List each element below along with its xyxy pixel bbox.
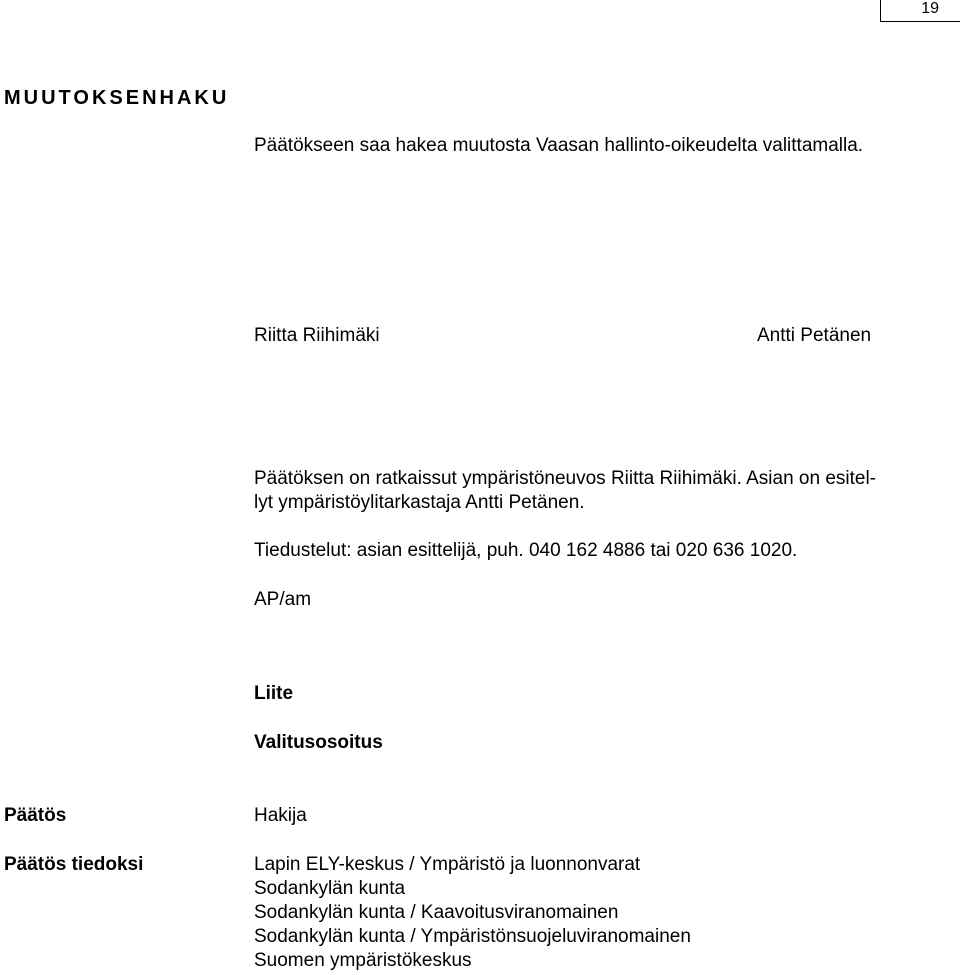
- page-number-box: [880, 0, 960, 22]
- list-item: Suomen ympäristökeskus: [254, 950, 472, 971]
- signature-left: Riitta Riihimäki: [254, 325, 380, 346]
- decision-value: Hakija: [254, 805, 307, 826]
- attachment-item: Valitusosoitus: [254, 732, 383, 753]
- inquiries-line: Tiedustelut: asian esittelijä, puh. 040 162 4886 tai 020 636 1020.: [254, 540, 798, 561]
- recipient-list: [254, 853, 691, 973]
- appeal-paragraph: Päätökseen saa hakea muutosta Vaasan hallinto-oikeudelta valittamalla.: [254, 135, 864, 156]
- page-number: 19: [921, 0, 939, 17]
- section-heading: MUUTOKSENHAKU: [4, 87, 230, 109]
- list-item: Sodankylän kunta: [254, 878, 406, 899]
- list-item: Sodankylän kunta / Ympäristönsuojeluviranomainen: [254, 926, 691, 947]
- initials: AP/am: [254, 589, 312, 610]
- decision-info-line-1: Päätöksen on ratkaissut ympäristöneuvos Riitta Riihimäki. Asian on esitel-: [254, 468, 877, 489]
- list-item: Lapin ELY-keskus / Ympäristö ja luonnonvarat: [254, 854, 641, 875]
- signature-right: Antti Petänen: [757, 325, 872, 346]
- attachment-label: Liite: [254, 683, 294, 704]
- decision-notice-label: Päätös tiedoksi: [4, 854, 144, 875]
- list-item: Sodankylän kunta / Kaavoitusviranomainen: [254, 902, 619, 923]
- decision-info-line-2: lyt ympäristöylitarkastaja Antti Petänen.: [254, 492, 585, 513]
- decision-label: Päätös: [4, 805, 67, 826]
